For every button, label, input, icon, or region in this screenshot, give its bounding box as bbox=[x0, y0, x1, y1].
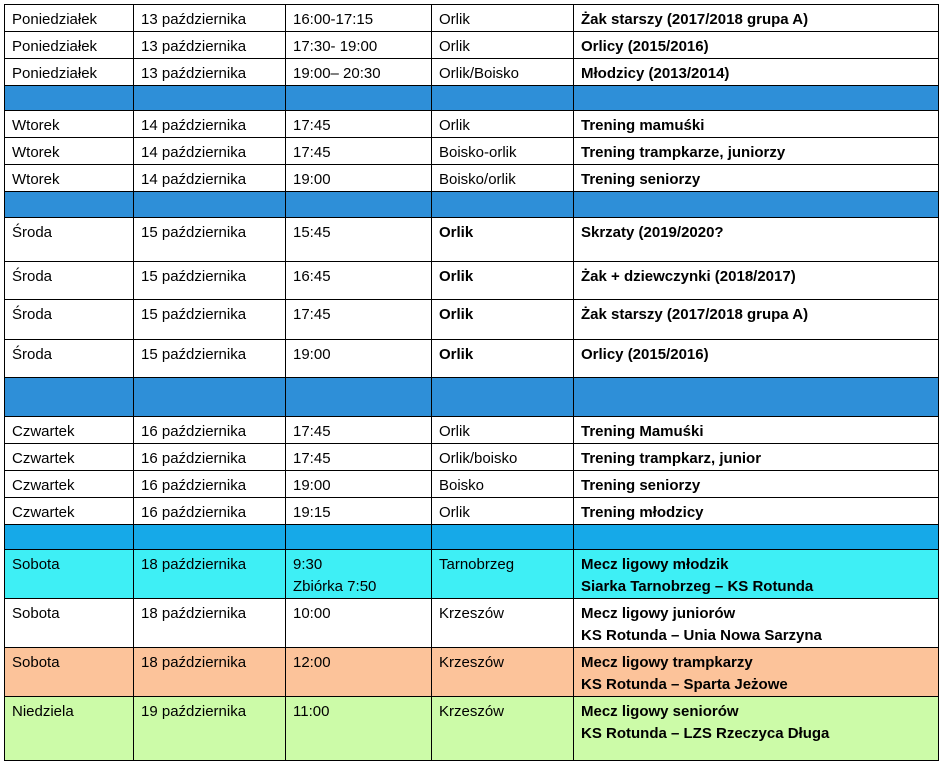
place-cell: Krzeszów bbox=[432, 599, 574, 648]
date-cell: 15 października bbox=[134, 340, 286, 378]
place-cell: Orlik bbox=[432, 32, 574, 59]
day-cell: Wtorek bbox=[5, 111, 134, 138]
event-cell: Trening seniorzy bbox=[574, 165, 939, 192]
place-cell: Orlik bbox=[432, 218, 574, 262]
table-row bbox=[5, 111, 939, 138]
date-cell: 14 października bbox=[134, 165, 286, 192]
schedule-table bbox=[4, 4, 939, 761]
day-cell: Czwartek bbox=[5, 417, 134, 444]
event-cell: Żak + dziewczynki (2018/2017) bbox=[574, 262, 939, 300]
time-cell: 19:00– 20:30 bbox=[286, 59, 432, 86]
place-cell: Orlik bbox=[432, 340, 574, 378]
date-cell: 16 października bbox=[134, 471, 286, 498]
date-cell: 13 października bbox=[134, 59, 286, 86]
place-cell: Orlik/Boisko bbox=[432, 59, 574, 86]
time-cell: 19:00 bbox=[286, 471, 432, 498]
table-row bbox=[5, 138, 939, 165]
event-title: Mecz ligowy młodzik bbox=[581, 556, 729, 573]
date-cell: 18 października bbox=[134, 599, 286, 648]
place-cell: Krzeszów bbox=[432, 648, 574, 697]
day-cell: Środa bbox=[5, 218, 134, 262]
date-cell: 16 października bbox=[134, 498, 286, 525]
separator-row bbox=[5, 192, 939, 218]
day-cell: Środa bbox=[5, 340, 134, 378]
event-title: Mecz ligowy trampkarzy bbox=[581, 654, 753, 671]
table-row bbox=[5, 262, 939, 300]
date-cell: 16 października bbox=[134, 444, 286, 471]
place-cell: Orlik/boisko bbox=[432, 444, 574, 471]
event-title: Mecz ligowy juniorów bbox=[581, 605, 736, 622]
day-cell: Niedziela bbox=[5, 697, 134, 761]
event-cell: Orlicy (2015/2016) bbox=[574, 32, 939, 59]
day-cell: Sobota bbox=[5, 599, 134, 648]
event-cell: Trening Mamuśki bbox=[574, 417, 939, 444]
date-cell: 13 października bbox=[134, 32, 286, 59]
time-line: 9:30 bbox=[293, 556, 323, 573]
day-cell: Poniedziałek bbox=[5, 5, 134, 32]
table-row bbox=[5, 498, 939, 525]
separator-row bbox=[5, 378, 939, 417]
event-teams: KS Rotunda – LZS Rzeczyca Długa bbox=[581, 725, 830, 742]
date-cell: 18 października bbox=[134, 550, 286, 599]
table-row bbox=[5, 5, 939, 32]
date-cell: 16 października bbox=[134, 417, 286, 444]
day-cell: Sobota bbox=[5, 550, 134, 599]
time-cell: 17:45 bbox=[286, 300, 432, 340]
day-cell: Poniedziałek bbox=[5, 59, 134, 86]
time-cell: 17:45 bbox=[286, 444, 432, 471]
date-cell: 14 października bbox=[134, 111, 286, 138]
event-cell bbox=[574, 550, 939, 599]
event-cell: Trening mamuśki bbox=[574, 111, 939, 138]
event-title: Mecz ligowy seniorów bbox=[581, 703, 739, 720]
separator-row bbox=[5, 86, 939, 111]
place-cell: Orlik bbox=[432, 300, 574, 340]
day-cell: Sobota bbox=[5, 648, 134, 697]
event-cell: Trening trampkarze, juniorzy bbox=[574, 138, 939, 165]
date-cell: 19 października bbox=[134, 697, 286, 761]
event-cell: Żak starszy (2017/2018 grupa A) bbox=[574, 5, 939, 32]
time-cell: 11:00 bbox=[286, 697, 432, 761]
place-cell: Boisko bbox=[432, 471, 574, 498]
date-cell: 15 października bbox=[134, 262, 286, 300]
day-cell: Czwartek bbox=[5, 444, 134, 471]
table-row bbox=[5, 471, 939, 498]
table-row bbox=[5, 340, 939, 378]
time-cell: 17:30- 19:00 bbox=[286, 32, 432, 59]
date-cell: 13 października bbox=[134, 5, 286, 32]
event-cell bbox=[574, 599, 939, 648]
time-cell: 17:45 bbox=[286, 417, 432, 444]
table-row bbox=[5, 218, 939, 262]
time-cell: 19:00 bbox=[286, 340, 432, 378]
day-cell: Środa bbox=[5, 300, 134, 340]
event-cell: Żak starszy (2017/2018 grupa A) bbox=[574, 300, 939, 340]
time-cell bbox=[286, 550, 432, 599]
place-cell: Boisko-orlik bbox=[432, 138, 574, 165]
separator-row bbox=[5, 525, 939, 550]
place-cell: Orlik bbox=[432, 262, 574, 300]
date-cell: 14 października bbox=[134, 138, 286, 165]
event-cell: Trening trampkarz, junior bbox=[574, 444, 939, 471]
time-cell: 16:45 bbox=[286, 262, 432, 300]
date-cell: 15 października bbox=[134, 300, 286, 340]
table-row bbox=[5, 550, 939, 599]
time-cell: 19:15 bbox=[286, 498, 432, 525]
time-cell: 10:00 bbox=[286, 599, 432, 648]
table-row bbox=[5, 444, 939, 471]
event-cell bbox=[574, 648, 939, 697]
date-cell: 15 października bbox=[134, 218, 286, 262]
meeting-time-line: Zbiórka 7:50 bbox=[293, 578, 377, 595]
event-teams: KS Rotunda – Sparta Jeżowe bbox=[581, 676, 788, 693]
time-cell: 17:45 bbox=[286, 138, 432, 165]
time-cell: 16:00-17:15 bbox=[286, 5, 432, 32]
table-row bbox=[5, 599, 939, 648]
time-cell: 15:45 bbox=[286, 218, 432, 262]
place-cell: Tarnobrzeg bbox=[432, 550, 574, 599]
time-cell: 12:00 bbox=[286, 648, 432, 697]
place-cell: Orlik bbox=[432, 498, 574, 525]
table-row bbox=[5, 165, 939, 192]
event-teams: Siarka Tarnobrzeg – KS Rotunda bbox=[581, 578, 814, 595]
day-cell: Wtorek bbox=[5, 138, 134, 165]
place-cell: Orlik bbox=[432, 5, 574, 32]
event-cell: Skrzaty (2019/2020? bbox=[574, 218, 939, 262]
table-row bbox=[5, 697, 939, 761]
event-teams: KS Rotunda – Unia Nowa Sarzyna bbox=[581, 627, 822, 644]
time-cell: 19:00 bbox=[286, 165, 432, 192]
table-row bbox=[5, 32, 939, 59]
event-cell: Trening młodzicy bbox=[574, 498, 939, 525]
day-cell: Poniedziałek bbox=[5, 32, 134, 59]
table-row bbox=[5, 417, 939, 444]
table-row bbox=[5, 300, 939, 340]
event-cell: Orlicy (2015/2016) bbox=[574, 340, 939, 378]
day-cell: Czwartek bbox=[5, 498, 134, 525]
place-cell: Krzeszów bbox=[432, 697, 574, 761]
time-cell: 17:45 bbox=[286, 111, 432, 138]
place-cell: Orlik bbox=[432, 417, 574, 444]
day-cell: Środa bbox=[5, 262, 134, 300]
day-cell: Wtorek bbox=[5, 165, 134, 192]
table-row bbox=[5, 648, 939, 697]
place-cell: Boisko/orlik bbox=[432, 165, 574, 192]
event-cell: Młodzicy (2013/2014) bbox=[574, 59, 939, 86]
table-row bbox=[5, 59, 939, 86]
day-cell: Czwartek bbox=[5, 471, 134, 498]
event-cell: Trening seniorzy bbox=[574, 471, 939, 498]
date-cell: 18 października bbox=[134, 648, 286, 697]
event-cell bbox=[574, 697, 939, 761]
place-cell: Orlik bbox=[432, 111, 574, 138]
